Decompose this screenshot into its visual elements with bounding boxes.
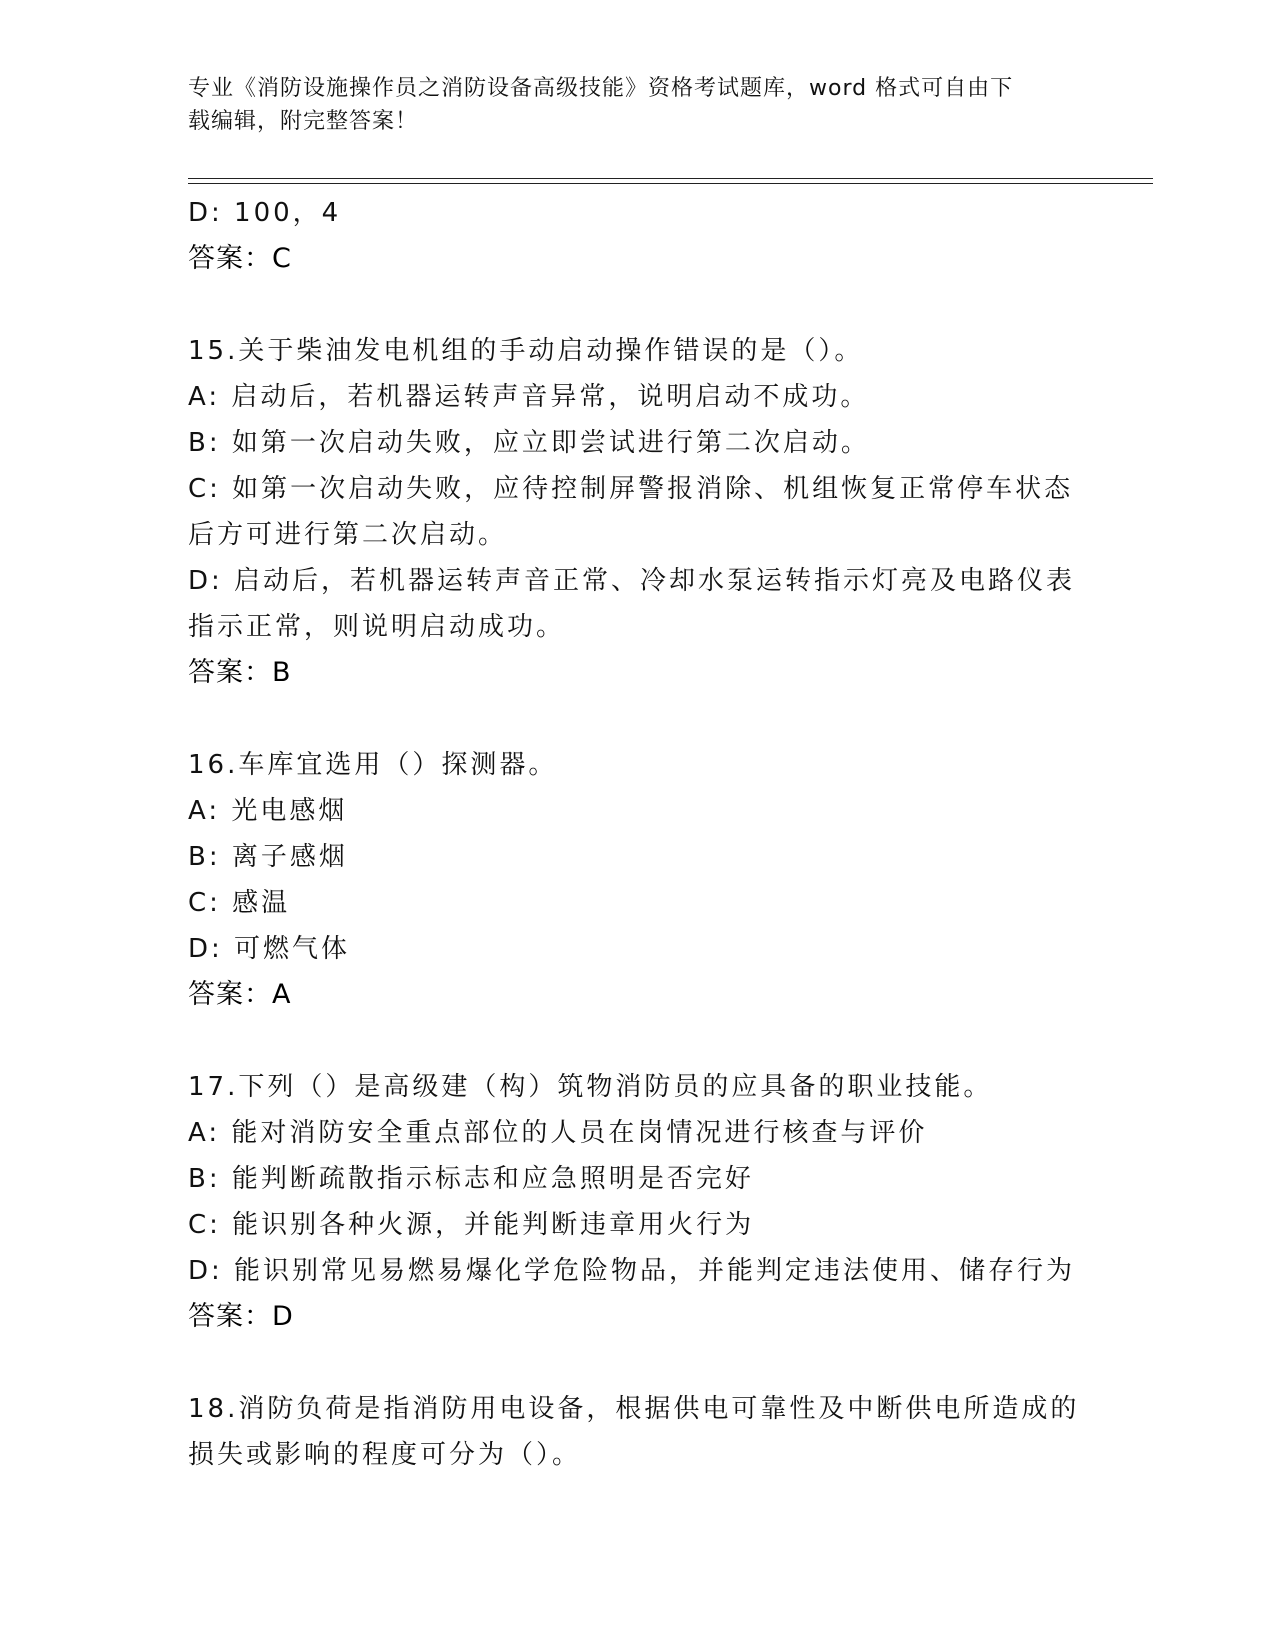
question-option: B: 离子感烟	[188, 842, 348, 872]
answer-line: 答案：C	[188, 243, 292, 274]
question-option: D: 能识别常见易燃易爆化学危险物品，并能判定违法使用、储存行为	[188, 1256, 1076, 1286]
question-stem: 17.下列（）是高级建（构）筑物消防员的应具备的职业技能。	[188, 1072, 993, 1102]
question-option: D: 可燃气体	[188, 934, 351, 964]
question-option: B: 能判断疏散指示标志和应急照明是否完好	[188, 1164, 754, 1194]
question-option: C: 感温	[188, 888, 291, 918]
question-stem: 15.关于柴油发电机组的手动启动操作错误的是（）。	[188, 336, 864, 366]
header-line-1: 专业《消防设施操作员之消防设备高级技能》资格考试题库，word 格式可自由下	[188, 76, 1014, 101]
question-content	[188, 190, 1088, 1478]
header-divider-top	[188, 178, 1153, 179]
question-list	[188, 282, 1088, 1478]
question-option: B: 如第一次启动失败，应立即尝试进行第二次启动。	[188, 428, 870, 458]
answer-line: 答案：D	[188, 1301, 294, 1332]
question-block	[188, 742, 1088, 1018]
question-option: 指示正常，则说明启动成功。	[188, 612, 566, 642]
question-option: A: 能对消防安全重点部位的人员在岗情况进行核查与评价	[188, 1118, 928, 1148]
question-block	[188, 1386, 1088, 1478]
question-block	[188, 1064, 1088, 1340]
question-spacer	[188, 1018, 1088, 1064]
question-option: A: 光电感烟	[188, 796, 348, 826]
question-option: D: 启动后，若机器运转声音正常、冷却水泵运转指示灯亮及电路仪表	[188, 566, 1076, 596]
header-divider-bottom	[188, 183, 1153, 184]
previous-question-tail	[188, 190, 1088, 282]
question-spacer	[188, 282, 1088, 328]
question-option: A: 启动后，若机器运转声音异常，说明启动不成功。	[188, 382, 870, 412]
answer-line: 答案：B	[188, 657, 292, 688]
question-stem: 18.消防负荷是指消防用电设备，根据供电可靠性及中断供电所造成的	[188, 1394, 1080, 1424]
page-header	[188, 72, 1088, 138]
question-block	[188, 328, 1088, 696]
header-line-2: 载编辑，附完整答案！	[188, 109, 419, 134]
question-option: C: 能识别各种火源，并能判断违章用火行为	[188, 1210, 755, 1240]
question-spacer	[188, 1340, 1088, 1386]
option-d: D: 100，4	[188, 198, 342, 228]
question-option: 后方可进行第二次启动。	[188, 520, 508, 550]
question-option: C: 如第一次启动失败，应待控制屏警报消除、机组恢复正常停车状态	[188, 474, 1074, 504]
question-stem: 损失或影响的程度可分为（）。	[188, 1440, 582, 1470]
question-stem: 16.车库宜选用（）探测器。	[188, 750, 558, 780]
question-spacer	[188, 696, 1088, 742]
answer-line: 答案：A	[188, 979, 292, 1010]
